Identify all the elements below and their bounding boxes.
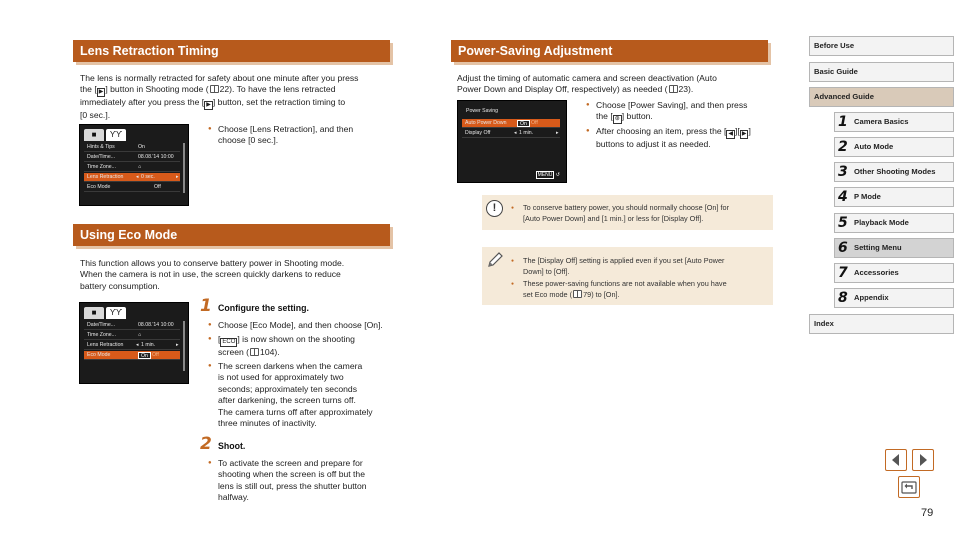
prev-page-button[interactable] (885, 449, 907, 471)
eco-mode-intro: This function allows you to conserve battery power in Shooting mode. When the camera is not in use, the screen quickly darkens to reduce battery consumption. (80, 258, 345, 291)
lens-retraction-screen (79, 124, 189, 206)
nav-chapter-2[interactable]: 2 Auto Mode (834, 137, 954, 157)
power-saving-screen-title: Power Saving (466, 108, 499, 114)
cam-row: Display Off ◂ 1 min. ▸ (462, 129, 560, 138)
camera-menu-tabs (84, 307, 126, 319)
nav-chapter-8[interactable]: 8 Appendix (834, 288, 954, 308)
note-item-1: ● The [Display Off] setting is applied even if you set [Auto Power Down] to [Off]. (511, 256, 771, 277)
left-button-icon: ◀ (728, 131, 734, 137)
page-ref-icon (250, 348, 259, 356)
step-1-bullet-3: ● The screen darkens when the camera is not used for approximately two seconds; approximately ten seconds after darkening, the screen turns off. The camera turns off after approximately three minutes of inactivity. (208, 361, 408, 429)
pencil-icon (486, 251, 504, 269)
power-saving-intro: Adjust the timing of automatic camera and screen deactivation (Auto Power Down and Display Off, respectively) as needed ( 23). (457, 73, 717, 95)
page-ref-icon (573, 290, 582, 298)
note-box (482, 247, 773, 305)
nav-chapter-5[interactable]: 5 Playback Mode (834, 213, 954, 233)
playback-button-icon: ▶ (206, 102, 211, 109)
eco-icon: ECO (222, 339, 236, 345)
warning-text: ● To conserve battery power, you should normally choose [On] for [Auto Power Down] and [1 min.] or less for [Display Off]. (511, 203, 771, 224)
nav-chapter-6[interactable]: 6 Setting Menu (834, 238, 954, 258)
cam-row-selected: Lens Retraction ◂ 0 sec. ▸ (84, 173, 180, 182)
step-1-number: 1 (200, 296, 212, 316)
right-button-icon: ▶ (741, 131, 747, 137)
power-saving-title: Power-Saving Adjustment (458, 44, 613, 58)
settings-tab-icon: ϒϒ (106, 307, 126, 319)
lens-retraction-intro: The lens is normally retracted for safety about one minute after you press the [ ▶ ] button in Shooting mode ( 22). To have the lens retracted immediately after you press the [ ▶ ] button, set the retraction timing to [0 sec.]. (80, 73, 359, 121)
func-set-button-icon: ⊛ (614, 116, 620, 123)
nav-chapter-3[interactable]: 3 Other Shooting Modes (834, 162, 954, 182)
camera-menu-tabs (84, 129, 126, 141)
power-saving-header (451, 40, 768, 62)
settings-tab-icon: ϒϒ (106, 129, 126, 141)
warning-box (482, 195, 773, 230)
arrow-right-icon (913, 450, 933, 470)
nav-before-use[interactable]: Before Use (809, 36, 954, 56)
eco-mode-screen (79, 302, 189, 384)
step-1-bullet-2: ● [ ECO ] is now shown on the shooting screen ( 104). (208, 334, 408, 358)
camera-tab-icon: ■ (84, 307, 104, 319)
page-number: 79 (921, 507, 934, 519)
lens-retraction-title: Lens Retraction Timing (80, 44, 219, 58)
cam-row: Lens Retraction ◂ 1 min. ▸ (84, 341, 180, 350)
page-ref-icon (210, 85, 219, 93)
arrow-left-icon (886, 450, 906, 470)
return-icon (899, 477, 919, 497)
lens-retraction-bullet: ● Choose [Lens Retraction], and then choose [0 sec.]. (208, 124, 388, 147)
power-saving-screen (457, 100, 567, 183)
nav-chapter-4[interactable]: 4 P Mode (834, 187, 954, 207)
power-saving-bullet-1: ● Choose [Power Saving], and then press the [ ⊛ ] button. (586, 100, 776, 124)
cam-row: Date/Time... 08.08.'14 10:00 (84, 321, 180, 330)
cam-row: Hints & Tips On (84, 143, 180, 152)
cam-row: Time Zone... ⌂ (84, 331, 180, 340)
step-2-number: 2 (200, 434, 212, 454)
nav-advanced-guide[interactable]: Advanced Guide (809, 87, 954, 107)
cam-row-selected: Auto Power Down On Off (462, 119, 560, 128)
cam-row: Date/Time... 08.08.'14 10:00 (84, 153, 180, 162)
warning-icon: ! (486, 200, 503, 217)
return-button[interactable] (898, 476, 920, 498)
step-1-bullet-1: ● Choose [Eco Mode], and then choose [On]. (208, 320, 408, 331)
menu-back-icon: MENU ↺ (537, 172, 560, 178)
nav-basic-guide[interactable]: Basic Guide (809, 62, 954, 82)
scrollbar (183, 321, 185, 371)
camera-tab-icon: ■ (84, 129, 104, 141)
cam-row: Time Zone... ⌂ (84, 163, 180, 172)
lens-retraction-header (73, 40, 390, 62)
playback-button-icon: ▶ (98, 89, 104, 96)
eco-mode-title: Using Eco Mode (80, 228, 178, 242)
scrollbar (183, 143, 185, 193)
next-page-button[interactable] (912, 449, 934, 471)
step-1-title: Configure the setting. (218, 303, 309, 313)
eco-mode-header (73, 224, 390, 246)
page-ref-icon (669, 85, 678, 93)
note-item-2: ● These power-saving functions are not available when you have set Eco mode ( 79) to [On]. (511, 279, 771, 300)
cam-row: Eco Mode Off (84, 183, 180, 192)
power-saving-bullet-2: ● After choosing an item, press the [ ◀ ][ ▶ ] buttons to adjust it as needed. (586, 126, 776, 150)
nav-index[interactable]: Index (809, 314, 954, 334)
step-2-bullet-1: ● To activate the screen and prepare for shooting when the screen is off but the lens is still out, press the shutter button halfway. (208, 458, 408, 504)
step-2-title: Shoot. (218, 441, 246, 451)
cam-row-selected: Eco Mode On Off (84, 351, 180, 360)
nav-chapter-7[interactable]: 7 Accessories (834, 263, 954, 283)
nav-chapter-1[interactable]: 1 Camera Basics (834, 112, 954, 132)
